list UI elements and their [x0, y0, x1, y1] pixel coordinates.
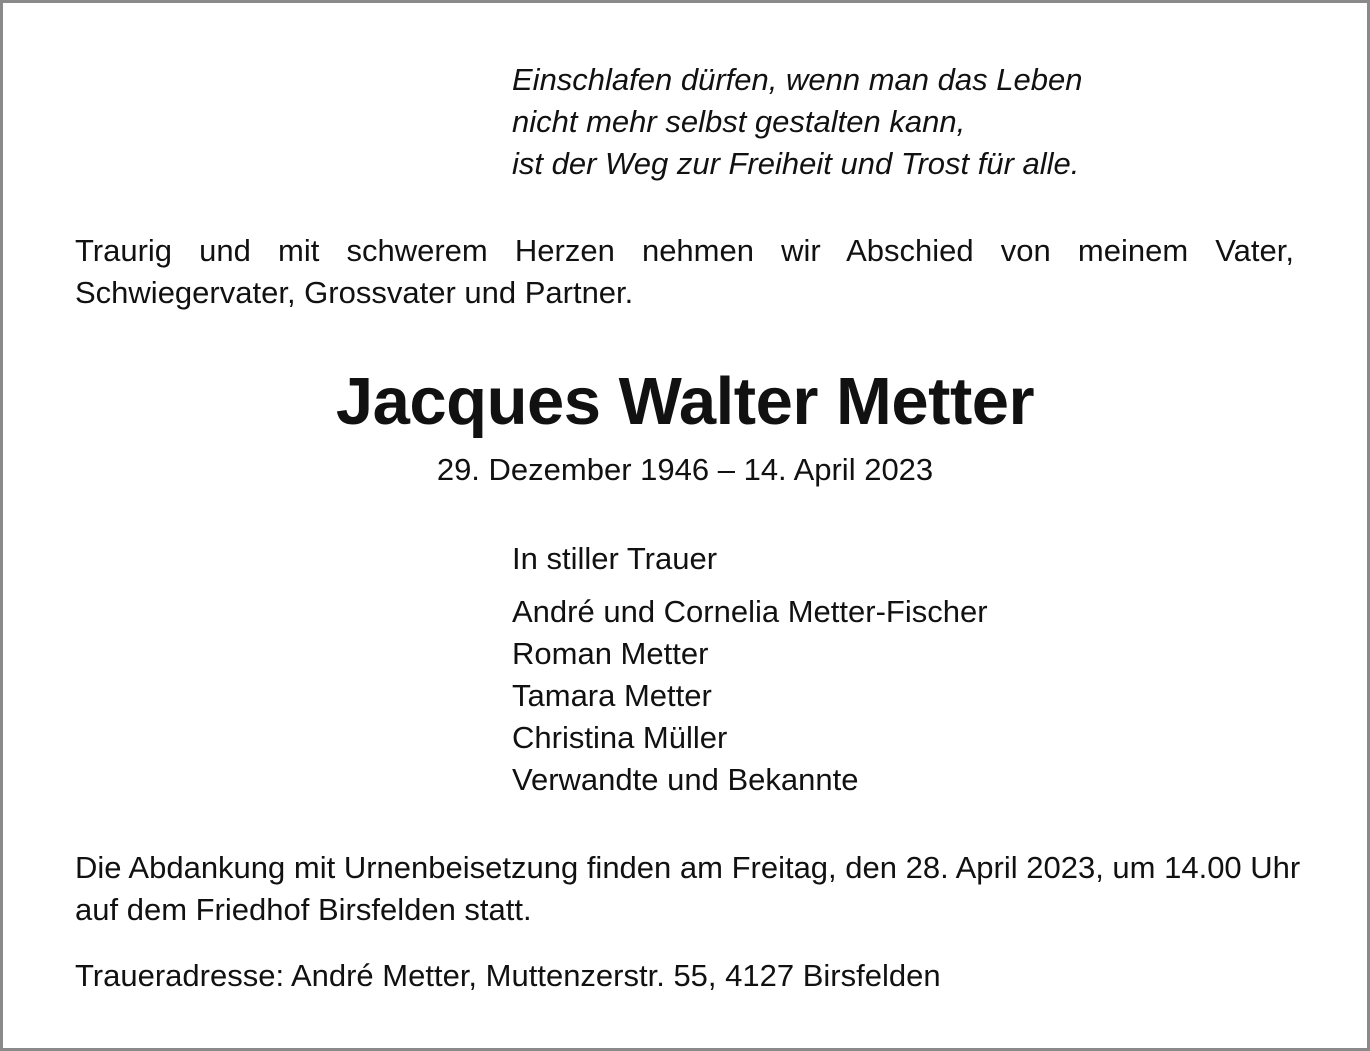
mourner-name: Verwandte und Bekannte	[512, 762, 859, 797]
motto-line: Einschlafen dürfen, wenn man das Leben	[512, 62, 1083, 97]
mourner-name: Tamara Metter	[512, 678, 712, 713]
mourners-list	[512, 591, 988, 801]
life-dates: 29. Dezember 1946 – 14. April 2023	[436, 452, 934, 487]
ceremony-paragraph: Die Abdankung mit Urnenbeisetzung finden am Freitag, den 28. April 2023, um 14.00 Uhr auf dem Friedhof Birsfelden statt.	[75, 850, 1301, 927]
intro-paragraph: Traurig und mit schwerem Herzen nehmen wir Abschied von meinem Vater, Schwiegervater, Grossvater und Partner.	[75, 233, 1294, 310]
mourner-name: Roman Metter	[512, 636, 709, 671]
mourner-name: André und Cornelia Metter-Fischer	[512, 594, 988, 629]
motto-quote	[512, 59, 1082, 185]
motto-line: nicht mehr selbst gestalten kann,	[512, 104, 966, 139]
deceased-name: Jacques Walter Metter	[335, 364, 1035, 439]
motto-line: ist der Weg zur Freiheit und Trost für alle.	[512, 146, 1080, 181]
mourner-name: Christina Müller	[512, 720, 728, 755]
mourning-address: Traueradresse: André Metter, Muttenzerstr. 55, 4127 Birsfelden	[75, 958, 941, 993]
mourning-heading: In stiller Trauer	[512, 541, 718, 576]
